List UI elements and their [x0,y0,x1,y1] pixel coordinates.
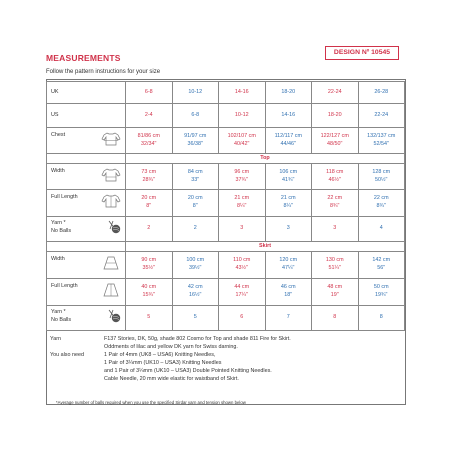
section-spacer [47,154,126,164]
chest-label: Chest [51,131,66,138]
chest-cell [126,128,173,154]
chest-cm: 112/117 cm [274,132,302,139]
top-balls-cell: 2 [126,217,173,242]
width-in: 37¾" [235,176,248,183]
needle-line: and 1 Pair of 3¼mm (UK10 – USA3) Double Pointed Knitting Needles. [104,368,272,374]
uk-size-cell: 10-12 [172,82,219,104]
skirt-length-row [47,279,405,306]
chest-in: 52/54" [373,140,389,147]
us-size-row [47,104,405,128]
skirt-section-title: Skirt [126,242,405,252]
top-length-cell [358,190,405,217]
skirt-width-cell [172,252,219,279]
uk-size-row [47,82,405,104]
top-length-cell [126,190,173,217]
top-width-label-cell [47,164,126,190]
chest-in: 32/34" [141,140,157,147]
length-cm: 21 cm [234,195,250,202]
pattern-instructions-subtitle: Follow the pattern instructions for your size [46,69,161,75]
top-length-row [47,190,405,217]
width-cm: 128 cm [372,168,391,175]
length-in: 17¼" [235,292,248,298]
top-length-cell [219,190,266,217]
skirt-length-cell [219,279,266,306]
skirt-balls-cell: 5 [172,306,219,331]
width-in: 35½" [142,265,155,271]
width-in: 33" [191,176,200,183]
us-size-cell: 6-8 [172,104,219,128]
top-width-cell [126,164,173,190]
skirt-width-label-cell [47,252,126,279]
yarn-ball-icon [107,309,121,327]
length-in: 15¾" [142,292,155,298]
uk-size-cell: 22-24 [312,82,359,104]
us-size-cell: 22-24 [358,104,405,128]
yarn-description-line: Oddments of lilac and yellow DK yarn for Swiss darning. [104,344,238,350]
chest-cell [219,128,266,154]
top-length-cell [265,190,312,217]
top-section-title: Top [126,154,405,164]
width-in: 51¼" [328,265,341,271]
top-width-cell [172,164,219,190]
skirt-balls-cell: 8 [358,306,405,331]
materials-section [46,335,404,383]
chest-cell [172,128,219,154]
yarn-line [46,335,404,351]
top-balls-cell: 4 [358,217,405,242]
chest-cell [265,128,312,154]
skirt-length-cell [265,279,312,306]
top-width-row [47,164,405,190]
length-in: 16½" [189,292,202,298]
length-cm: 20 cm [141,195,157,202]
top-balls-cell: 3 [265,217,312,242]
chest-row [47,128,405,154]
chest-in: 36/38" [187,140,203,147]
skirt-icon [101,283,121,301]
length-cm: 22 cm [327,195,343,202]
top-balls-cell: 3 [219,217,266,242]
width-cm: 73 cm [141,168,157,175]
length-in: 8¼" [237,203,247,209]
also-need-line [46,351,404,383]
top-yarn-label-cell [47,217,126,242]
skirt-yarn-label-cell [47,306,126,331]
uk-size-cell: 18-20 [265,82,312,104]
width-cm: 96 cm [234,168,250,175]
needle-line: 1 Pair of 4mm (UK8 – USA6) Knitting Needles, [104,352,216,358]
length-cm: 48 cm [327,284,343,291]
width-cm: 100 cm [186,257,205,264]
width-in: 28¾" [142,176,155,183]
also-need-label: You also need [50,352,84,358]
length-cm: 40 cm [141,284,157,291]
width-in: 56" [377,265,386,271]
chest-in: 44/46" [280,140,296,147]
skirt-length-cell [172,279,219,306]
top-width-cell [219,164,266,190]
chest-cm: 81/86 cm [137,132,160,139]
top-width-cell [312,164,359,190]
length-cm: 21 cm [280,195,296,202]
chest-cm: 122/127 cm [320,132,349,139]
top-balls-cell: 3 [312,217,359,242]
us-label: US [47,104,126,128]
needle-line: 1 Pair of 3¼mm (UK10 – USA3) Knitting Needles [104,360,222,366]
top-section-row [47,154,405,164]
yarn-materials-label: Yarn [50,336,61,342]
skirt-length-cell [126,279,173,306]
top-yarn-row [47,217,405,242]
width-cm: 118 cm [326,168,344,175]
skirt-section-row [47,242,405,252]
length-in: 19¾" [375,292,388,298]
width-in: 39½" [189,265,202,271]
length-cm: 42 cm [187,284,203,291]
yarn-description-line: F137 Stories, DK, 50g, shade 802 Cosmo for Top and shade 811 Fire for Skirt. [104,336,291,342]
length-in: 8" [192,203,198,209]
chest-cm: 132/137 cm [367,132,396,139]
width-cm: 106 cm [279,168,298,175]
width-cm: 120 cm [279,257,298,264]
length-cm: 50 cm [373,284,389,291]
top-width-cell [358,164,405,190]
skirt-width-label: Width [51,256,65,263]
yarn-ball-icon [107,220,121,238]
width-cm: 90 cm [141,257,157,264]
length-cm: 46 cm [280,284,296,291]
shirt-icon [101,168,121,186]
us-size-cell: 18-20 [312,104,359,128]
uk-size-cell: 14-16 [219,82,266,104]
top-length-cell [312,190,359,217]
top-length-label-cell [47,190,126,217]
footnote: *Average number of balls required when you use the specified Sirdar yarn and tension shown below [56,400,246,405]
length-in: 18" [284,292,293,298]
length-cm: 44 cm [234,284,250,291]
chest-in: 48/50" [327,140,343,147]
chest-cm: 102/107 cm [227,132,256,139]
measurements-table [46,81,405,331]
skirt-width-cell [219,252,266,279]
uk-size-cell: 26-28 [358,82,405,104]
needle-line: Cable Needle, 20 mm wide elastic for waistband of Skirt. [104,376,239,382]
no-balls-label: No Balls [51,227,72,234]
width-cm: 110 cm [233,257,251,264]
us-size-cell: 2-4 [126,104,173,128]
chest-cm: 91/97 cm [184,132,207,139]
skirt-width-cell [312,252,359,279]
chest-cell [312,128,359,154]
skirt-icon [101,256,121,274]
skirt-balls-cell: 7 [265,306,312,331]
uk-label: UK [47,82,126,104]
width-cm: 130 cm [325,257,344,264]
length-in: 8¾" [330,203,340,209]
skirt-balls-cell: 6 [219,306,266,331]
width-in: 50½" [375,176,388,183]
skirt-width-cell [126,252,173,279]
skirt-length-cell [358,279,405,306]
skirt-width-cell [265,252,312,279]
design-number-badge: DESIGN Nº 10545 [325,46,399,60]
us-size-cell: 14-16 [265,104,312,128]
skirt-balls-cell: 8 [312,306,359,331]
skirt-yarn-row [47,306,405,331]
width-in: 43½" [235,265,248,271]
yarn-label: Yarn * [51,309,66,316]
yarn-label: Yarn * [51,220,66,227]
uk-size-cell: 6-8 [126,82,173,104]
shirt-icon [101,132,121,150]
top-width-cell [265,164,312,190]
top-balls-cell: 2 [172,217,219,242]
us-size-cell: 10-12 [219,104,266,128]
length-cm: 20 cm [187,195,203,202]
width-in: 46½" [328,176,341,183]
width-cm: 142 cm [372,257,391,264]
length-in: 8¼" [283,203,293,209]
chest-label-cell [47,128,126,154]
shirt-icon [101,194,121,212]
skirt-width-cell [358,252,405,279]
width-in: 41¾" [282,176,295,183]
chest-in: 40/42" [234,140,250,147]
section-spacer [47,242,126,252]
measurements-title: MEASUREMENTS [46,53,121,63]
skirt-width-row [47,252,405,279]
skirt-balls-cell: 5 [126,306,173,331]
chest-cell [358,128,405,154]
top-width-label: Width [51,167,65,174]
length-in: 8" [146,203,152,209]
top-length-cell [172,190,219,217]
width-in: 47¼" [282,265,295,271]
length-in: 8¾" [376,203,386,209]
skirt-length-label-cell [47,279,126,306]
skirt-length-label: Full Length [51,283,78,290]
top-length-label: Full Length [51,194,78,201]
skirt-length-cell [312,279,359,306]
length-cm: 22 cm [373,195,389,202]
no-balls-label: No Balls [51,316,72,323]
length-in: 19" [330,292,339,298]
width-cm: 84 cm [187,168,203,175]
